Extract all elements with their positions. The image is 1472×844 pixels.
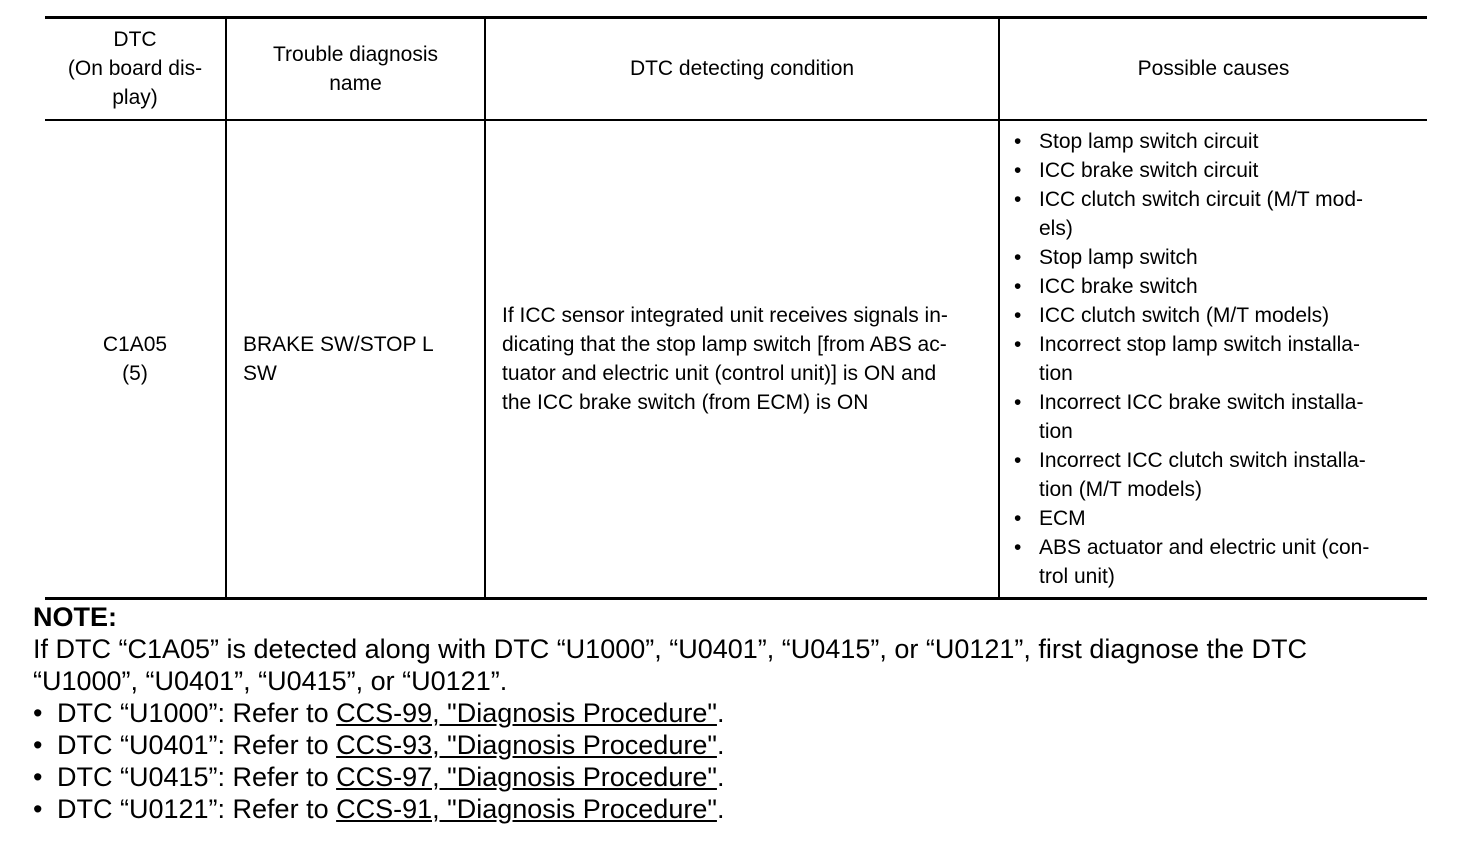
bullet-icon: • — [33, 698, 43, 728]
cause-text: els) — [1039, 216, 1073, 240]
header-possible-causes — [999, 18, 1427, 120]
note-body-line: If DTC “C1A05” is detected along with DTC “U1000”, “U0401”, “U0415”, or “U0121”, first diagnose the DTC — [33, 634, 1308, 664]
bullet-icon: • — [1014, 158, 1022, 182]
bullet-icon: • — [1014, 274, 1022, 298]
reference-link[interactable]: CCS-91, "Diagnosis Procedure" — [336, 794, 717, 824]
cause-item — [1014, 127, 1417, 156]
cell-trouble-name — [226, 120, 485, 599]
cause-item — [1014, 156, 1417, 185]
cause-text: ICC clutch switch circuit (M/T mod- — [1039, 187, 1363, 211]
bullet-icon: • — [1014, 390, 1022, 414]
dtc-code: C1A05 — [102, 332, 168, 356]
note-section — [33, 601, 1441, 825]
reference-prefix: DTC “U0121”: Refer to — [57, 794, 337, 824]
header-causes-label: Possible causes — [1137, 57, 1290, 81]
cause-item — [1014, 504, 1417, 533]
cause-text: tion (M/T models) — [1039, 477, 1202, 501]
cause-text: ICC brake switch — [1039, 274, 1198, 298]
header-dtc-line: DTC — [113, 28, 157, 52]
bullet-icon: • — [1014, 303, 1022, 327]
cause-text: trol unit) — [1039, 564, 1115, 588]
reference-suffix: . — [716, 794, 725, 824]
cause-text: Incorrect stop lamp switch installa- — [1039, 332, 1360, 356]
condition-line: If ICC sensor integrated unit receives signals in- — [502, 303, 948, 327]
reference-link[interactable]: CCS-93, "Diagnosis Procedure" — [336, 730, 717, 760]
cause-text: ICC brake switch circuit — [1039, 158, 1259, 182]
reference-prefix: DTC “U1000”: Refer to — [57, 698, 337, 728]
cause-text: ICC clutch switch (M/T models) — [1039, 303, 1330, 327]
header-condition-label: DTC detecting condition — [629, 57, 855, 81]
cause-item — [1014, 388, 1417, 446]
trouble-name-line: BRAKE SW/STOP L — [243, 332, 434, 356]
bullet-icon: • — [33, 730, 43, 760]
bullet-icon: • — [1014, 535, 1022, 559]
dtc-table — [45, 16, 1427, 600]
cause-text: Incorrect ICC brake switch installa- — [1039, 390, 1364, 414]
bullet-icon: • — [1014, 129, 1022, 153]
reference-suffix: . — [716, 730, 725, 760]
dtc-table-container — [45, 16, 1427, 600]
causes-list — [1000, 121, 1427, 597]
header-detecting-condition — [485, 18, 999, 120]
reference-link[interactable]: CCS-97, "Diagnosis Procedure" — [336, 762, 717, 792]
header-dtc-line: play) — [112, 86, 158, 110]
bullet-icon: • — [1014, 448, 1022, 472]
cause-text: Incorrect ICC clutch switch installa- — [1039, 448, 1366, 472]
reference-prefix: DTC “U0415”: Refer to — [57, 762, 337, 792]
cause-item — [1014, 185, 1417, 243]
condition-line: tuator and electric unit (control unit)] is ON and — [502, 361, 937, 385]
cause-item — [1014, 330, 1417, 388]
cause-text: ABS actuator and electric unit (con- — [1039, 535, 1370, 559]
header-trouble-diagnosis-name — [226, 18, 485, 120]
bullet-icon: • — [1014, 506, 1022, 530]
header-name-line: Trouble diagnosis — [273, 42, 438, 66]
reference-suffix: . — [716, 698, 725, 728]
header-dtc-line: (On board dis- — [67, 57, 203, 81]
trouble-name-line: SW — [243, 361, 277, 385]
header-dtc — [45, 18, 226, 120]
condition-line: the ICC brake switch (from ECM) is ON — [502, 390, 869, 414]
header-name-line: name — [329, 71, 382, 95]
cause-text: tion — [1039, 419, 1073, 443]
note-title: NOTE: — [33, 602, 117, 632]
reference-link[interactable]: CCS-99, "Diagnosis Procedure" — [336, 698, 717, 728]
reference-item — [33, 761, 1441, 793]
reference-item — [33, 697, 1441, 729]
cause-text: Stop lamp switch circuit — [1039, 129, 1259, 153]
cause-item — [1014, 301, 1417, 330]
cell-detecting-condition — [485, 120, 999, 599]
bullet-icon: • — [33, 794, 43, 824]
cell-possible-causes — [999, 120, 1427, 599]
bullet-icon: • — [1014, 332, 1022, 356]
cause-item — [1014, 272, 1417, 301]
note-body-line: “U1000”, “U0401”, “U0415”, or “U0121”. — [33, 666, 508, 696]
cause-text: Stop lamp switch — [1039, 245, 1198, 269]
bullet-icon: • — [1014, 245, 1022, 269]
cause-item — [1014, 446, 1417, 504]
reference-item — [33, 729, 1441, 761]
reference-suffix: . — [716, 762, 725, 792]
reference-item — [33, 793, 1441, 825]
reference-prefix: DTC “U0401”: Refer to — [57, 730, 337, 760]
note-body — [33, 633, 1441, 697]
dtc-display: (5) — [122, 361, 148, 385]
cause-text: tion — [1039, 361, 1073, 385]
cause-item — [1014, 533, 1417, 591]
bullet-icon: • — [33, 762, 43, 792]
cause-text: ECM — [1039, 506, 1086, 530]
table-row — [45, 120, 1427, 599]
reference-list — [33, 697, 1441, 825]
condition-line: dicating that the stop lamp switch [from ABS ac- — [502, 332, 947, 356]
cause-item — [1014, 243, 1417, 272]
bullet-icon: • — [1014, 187, 1022, 211]
cell-dtc — [45, 120, 226, 599]
table-header-row — [45, 18, 1427, 120]
